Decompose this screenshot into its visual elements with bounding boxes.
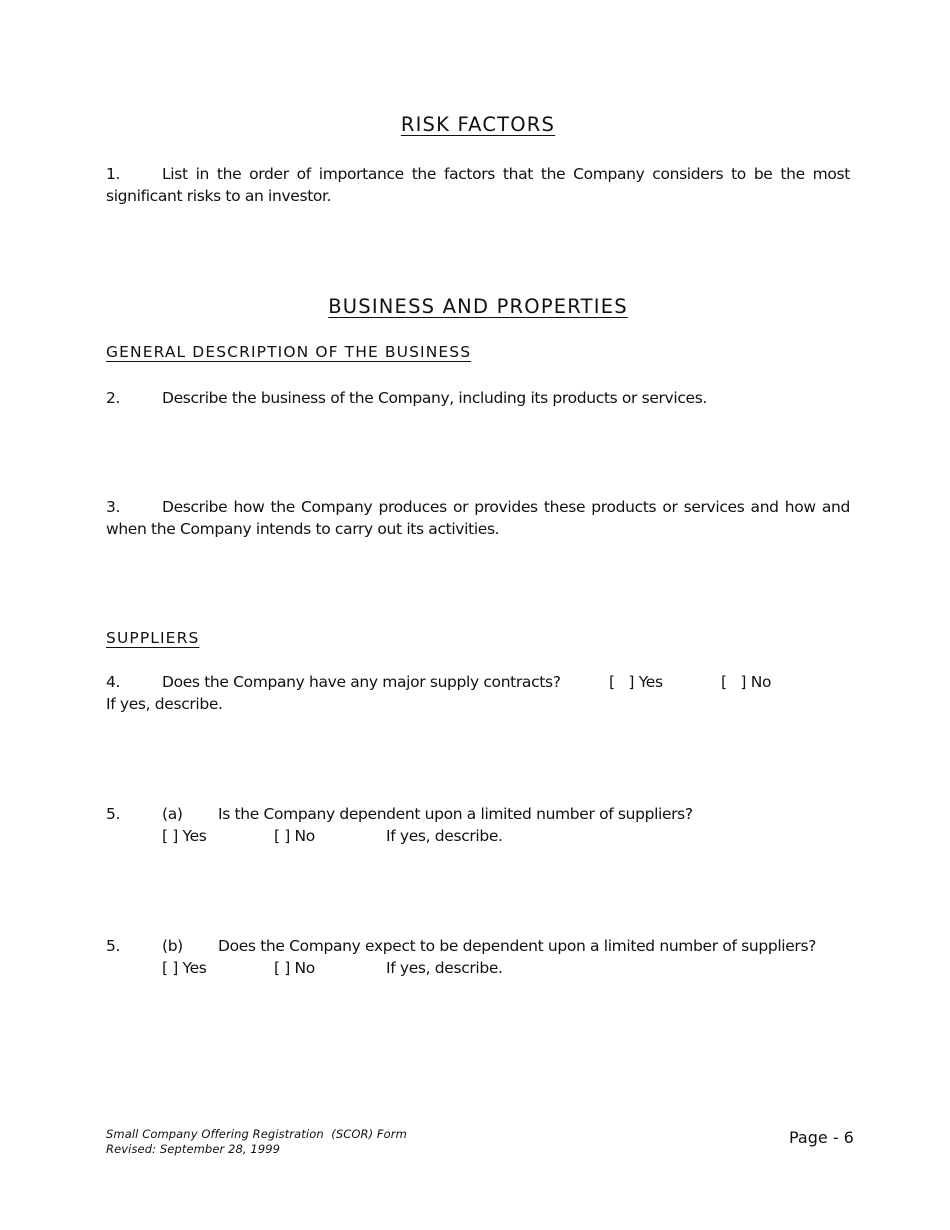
question-1-text-line-2: significant risks to an investor. <box>106 187 332 205</box>
question-5a-number: 5. <box>106 805 121 823</box>
question-2-number: 2. <box>106 389 121 407</box>
question-1-line-1 <box>106 163 850 185</box>
question-5b-text: Does the Company expect to be dependent upon a limited number of suppliers? <box>218 937 817 955</box>
question-2-text: Describe the business of the Company, including its products or services. <box>162 389 707 407</box>
footer-revised-date: Revised: September 28, 1999 <box>106 1142 281 1156</box>
question-3-number: 3. <box>106 498 121 516</box>
question-5a-followup: If yes, describe. <box>386 827 503 845</box>
question-1-text-line-1: List in the order of importance the factors that the Company considers to be the most <box>162 165 850 183</box>
question-3-text-line-2: when the Company intends to carry out its activities. <box>106 520 500 538</box>
footer-form-info <box>106 1127 407 1157</box>
question-3-text-line-1: Describe how the Company produces or provides these products or services and how and <box>162 498 850 516</box>
general-description-heading: GENERAL DESCRIPTION OF THE BUSINESS <box>106 343 472 361</box>
risk-factors-title: RISK FACTORS <box>400 113 556 136</box>
question-4-no-checkbox[interactable]: [ ] No <box>721 673 772 691</box>
page-number: Page - 6 <box>789 1128 854 1147</box>
question-5b-number: 5. <box>106 937 121 955</box>
question-1 <box>106 163 850 207</box>
question-3-line-1 <box>106 496 850 518</box>
question-4-number: 4. <box>106 673 121 691</box>
question-5b-yes-checkbox[interactable]: [ ] Yes <box>162 959 207 977</box>
question-5a-text: Is the Company dependent upon a limited number of suppliers? <box>218 805 693 823</box>
suppliers-heading: SUPPLIERS <box>106 629 200 647</box>
question-5b-no-checkbox[interactable]: [ ] No <box>274 959 315 977</box>
question-5b-sub: (b) <box>162 937 183 955</box>
question-4-yes-checkbox[interactable]: [ ] Yes <box>609 673 663 691</box>
question-4-followup: If yes, describe. <box>106 695 223 713</box>
question-5a-yes-checkbox[interactable]: [ ] Yes <box>162 827 207 845</box>
question-5b-followup: If yes, describe. <box>386 959 503 977</box>
question-4-text: Does the Company have any major supply contracts? <box>162 673 561 691</box>
business-properties-title: BUSINESS AND PROPERTIES <box>328 295 628 318</box>
question-5a-no-checkbox[interactable]: [ ] No <box>274 827 315 845</box>
question-1-number: 1. <box>106 165 121 183</box>
footer-form-name: Small Company Offering Registration (SCOR) Form <box>106 1127 407 1141</box>
question-3 <box>106 496 850 540</box>
question-5a-sub: (a) <box>162 805 183 823</box>
question-2 <box>106 387 850 409</box>
